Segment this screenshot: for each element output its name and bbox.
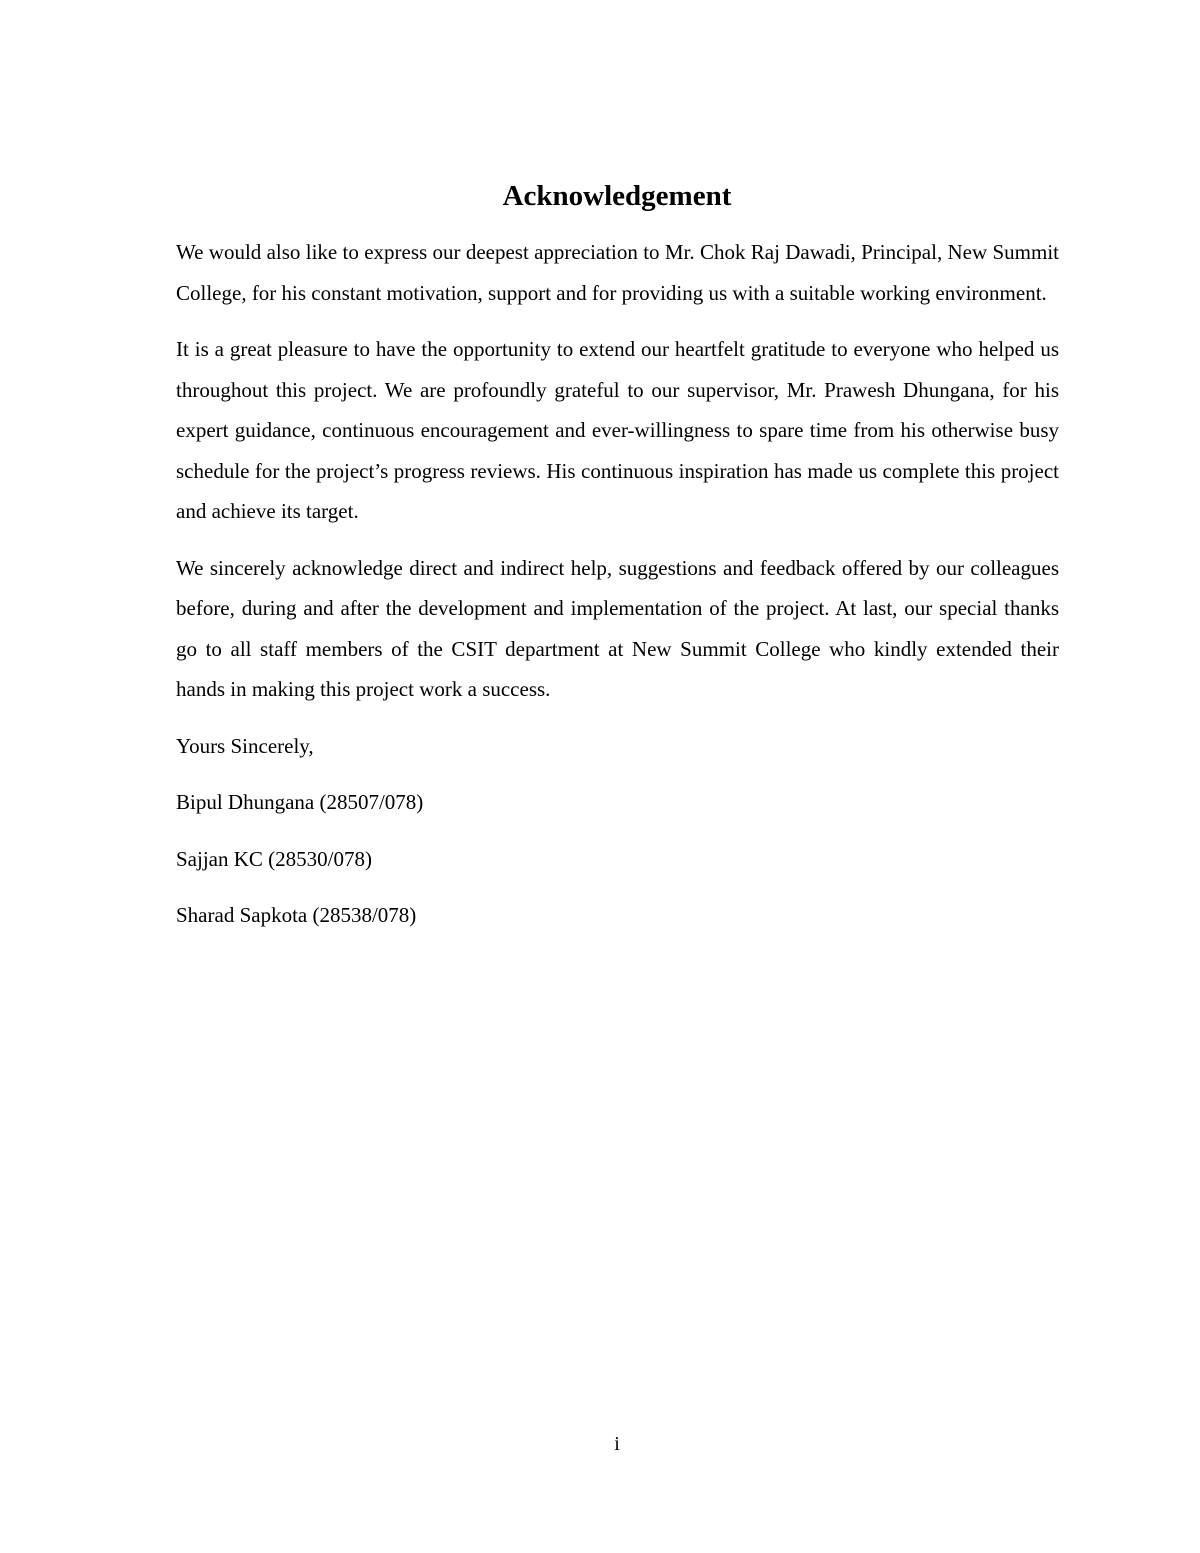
acknowledgement-body	[176, 232, 1059, 952]
signatory-name: Sharad Sapkota (28538/078)	[176, 903, 417, 927]
signatory-name: Sajjan KC (28530/078)	[176, 846, 372, 871]
paragraph-supervisor: It is a great pleasure to have the opportunity to extend our heartfelt gratitude to everyone who helped us throughout this project. We are profoundly grateful to our supervisor, Mr. Prawesh Dhungana, for his expert guidance, continuous encouragement and ever-willingness to spare time from his otherwise busy schedule for the project’s progress reviews. His continuous inspiration has made us complete this project and achieve its target.	[176, 337, 1059, 523]
paragraph-principal: We would also like to express our deepest appreciation to Mr. Chok Raj Dawadi, Principal, New Summit College, for his constant motivation, support and for providing us with a suitable working environment.	[176, 240, 1059, 305]
page-number: i	[614, 1433, 620, 1455]
page-title: Acknowledgement	[502, 180, 732, 212]
closing-salutation: Yours Sincerely,	[176, 733, 314, 758]
signatory-name: Bipul Dhungana (28507/078)	[176, 790, 424, 814]
paragraph-colleagues: We sincerely acknowledge direct and indirect help, suggestions and feedback offered by our colleagues before, during and after the development and implementation of the project. At last, our special thanks go to all staff members of the CSIT department at New Summit College who kindly extended their hands in making this project work a success.	[176, 555, 1059, 701]
